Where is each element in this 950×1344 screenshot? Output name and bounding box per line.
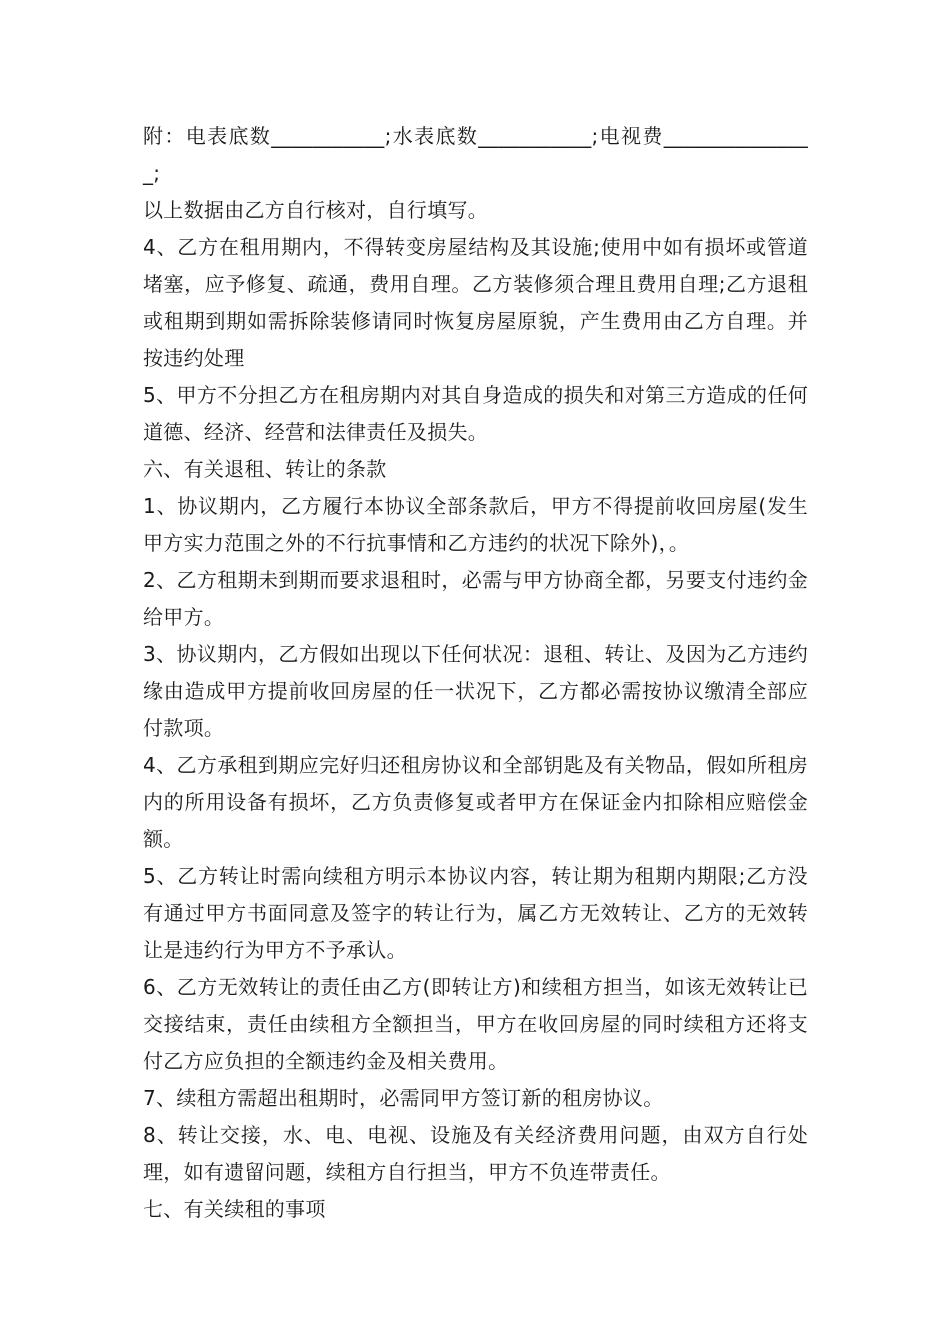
section-6-clause-1: 1、协议期内，乙方履行本协议全部条款后，甲方不得提前收回房屋(发生甲方实力范围之外的不行抗事情和乙方违约的状况下除外)，。 bbox=[143, 494, 808, 555]
document-body bbox=[143, 118, 808, 1228]
section-6-heading: 六、有关退租、转让的条款 bbox=[143, 457, 387, 481]
section-6-clause-2: 2、乙方租期未到期而要求退租时，必需与甲方协商全都，另要支付违约金给甲方。 bbox=[143, 568, 808, 629]
meter-readings-line: 附：电表底数___________;水表底数___________;电视费_______________; bbox=[143, 124, 808, 185]
clause-4-structure: 4、乙方在租用期内，不得转变房屋结构及其设施;使用中如有损坏或管道堵塞，应予修复、疏通，费用自理。乙方装修须合理且费用自理;乙方退租或租期到期如需拆除装修请同时恢复房屋原貌，产生费用由乙方自理。并按违约处理 bbox=[143, 235, 808, 370]
section-6-clause-6: 6、乙方无效转让的责任由乙方(即转让方)和续租方担当，如该无效转让已交接结束，责任由续租方全额担当，甲方在收回房屋的同时续租方还将支付乙方应负担的全额违约金及相关费用。 bbox=[143, 975, 808, 1073]
section-7-heading: 七、有关续租的事项 bbox=[143, 1197, 326, 1221]
section-6-clause-3: 3、协议期内，乙方假如出现以下任何状况：退租、转让、及因为乙方违约缘由造成甲方提前收回房屋的任一状况下，乙方都必需按协议缴清全部应付款项。 bbox=[143, 642, 808, 740]
clause-5-liability: 5、甲方不分担乙方在租房期内对其自身造成的损失和对第三方造成的任何道德、经济、经营和法律责任及损失。 bbox=[143, 383, 808, 444]
section-6-clause-4: 4、乙方承租到期应完好归还租房协议和全部钥匙及有关物品，假如所租房内的所用设备有损坏，乙方负责修复或者甲方在保证金内扣除相应赔偿金额。 bbox=[143, 753, 808, 851]
section-6-clause-5: 5、乙方转让时需向续租方明示本协议内容，转让期为租期内期限;乙方没有通过甲方书面同意及签字的转让行为，属乙方无效转让、乙方的无效转让是违约行为甲方不予承认。 bbox=[143, 864, 808, 962]
self-check-note: 以上数据由乙方自行核对，自行填写。 bbox=[143, 198, 489, 222]
section-6-clause-8: 8、转让交接，水、电、电视、设施及有关经济费用问题，由双方自行处理，如有遗留问题，续租方自行担当，甲方不负连带责任。 bbox=[143, 1123, 808, 1184]
section-6-clause-7: 7、续租方需超出租期时，必需同甲方签订新的租房协议。 bbox=[143, 1086, 664, 1110]
